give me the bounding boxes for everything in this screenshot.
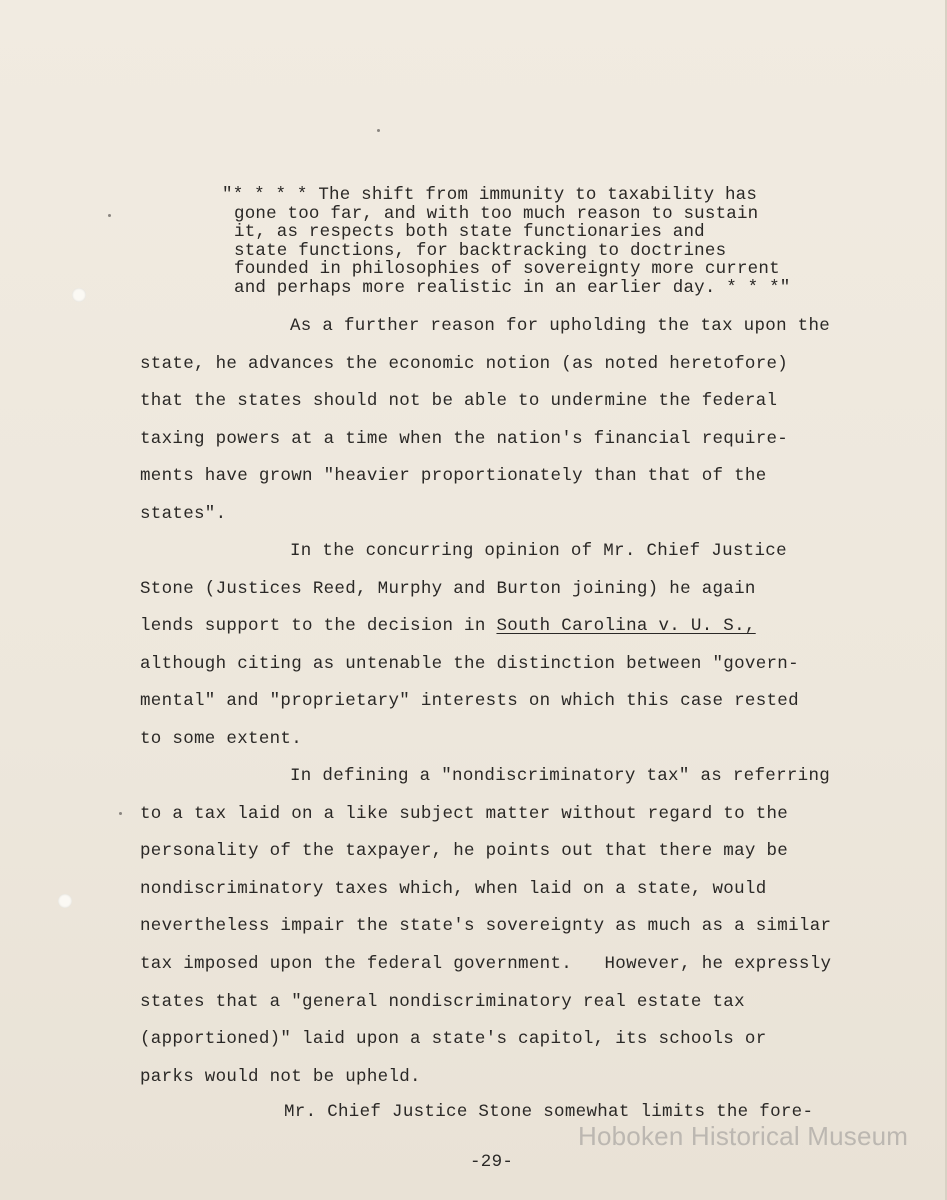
paragraph-line: state, he advances the economic notion (as noted heretofore) bbox=[140, 353, 789, 374]
paragraph-nondiscriminatory-tax bbox=[140, 758, 910, 1096]
case-prefix: lends support to the decision in bbox=[140, 616, 497, 637]
paragraph-line: parks would not be upheld. bbox=[140, 1066, 421, 1087]
paragraph-line: taxing powers at a time when the nation's financial require- bbox=[140, 428, 789, 449]
paragraph-line: states that a "general nondiscriminatory real estate tax bbox=[140, 991, 745, 1012]
paragraph-line: tax imposed upon the federal government. However, he expressly bbox=[140, 953, 832, 974]
paragraph-line: to some extent. bbox=[140, 728, 303, 749]
punch-hole-bottom bbox=[58, 894, 72, 908]
paper-speck bbox=[377, 129, 380, 132]
paragraph-line: that the states should not be able to undermine the federal bbox=[140, 391, 778, 412]
paragraph-economic-notion bbox=[140, 308, 910, 534]
quote-line: it, as respects both state functionaries and bbox=[234, 222, 705, 243]
paper-speck bbox=[119, 812, 122, 815]
paragraph-line: In the concurring opinion of Mr. Chief Justice bbox=[290, 541, 787, 561]
paragraph-line: personality of the taxpayer, he points out that there may be bbox=[140, 841, 789, 862]
paragraph-line: mental" and "proprietary" interests on which this case rested bbox=[140, 691, 799, 712]
punch-hole-top bbox=[72, 288, 86, 302]
paragraph-line: Stone (Justices Reed, Murphy and Burton joining) he again bbox=[140, 578, 756, 599]
quote-line: founded in philosophies of sovereignty more current bbox=[234, 259, 780, 280]
watermark: Hoboken Historical Museum bbox=[578, 1121, 909, 1151]
paragraph-concurring-opinion bbox=[140, 533, 910, 759]
paragraph-line: (apportioned)" laid upon a state's capitol, its schools or bbox=[140, 1029, 767, 1050]
quote-line: state functions, for backtracking to doctrines bbox=[234, 240, 727, 261]
paragraph-line: ments have grown "heavier proportionately than that of the bbox=[140, 466, 767, 487]
paragraph-line: states". bbox=[140, 503, 227, 524]
paragraph-line: In defining a "nondiscriminatory tax" as referring bbox=[290, 766, 831, 786]
page-number: -29- bbox=[470, 1152, 514, 1172]
paragraph-line: although citing as untenable the distinction between "govern- bbox=[140, 653, 799, 674]
paragraph-line: nevertheless impair the state's sovereignty as much as a similar bbox=[140, 916, 832, 937]
continuation-line: Mr. Chief Justice Stone somewhat limits the fore- bbox=[284, 1102, 814, 1122]
quote-line: and perhaps more realistic in an earlier day. * * *" bbox=[234, 277, 791, 298]
quote-line: "* * * * The shift from immunity to taxability has bbox=[222, 185, 758, 205]
paragraph-line: nondiscriminatory taxes which, when laid on a state, would bbox=[140, 878, 767, 899]
case-name: South Carolina v. U. S., bbox=[496, 616, 756, 637]
quote-line: gone too far, and with too much reason to sustain bbox=[234, 203, 759, 224]
paragraph-line: to a tax laid on a like subject matter without regard to the bbox=[140, 803, 789, 824]
block-quote bbox=[222, 186, 862, 298]
paragraph-line: As a further reason for upholding the tax upon the bbox=[290, 316, 831, 336]
paper-speck bbox=[108, 214, 111, 217]
paragraph-line-with-case bbox=[140, 608, 910, 646]
